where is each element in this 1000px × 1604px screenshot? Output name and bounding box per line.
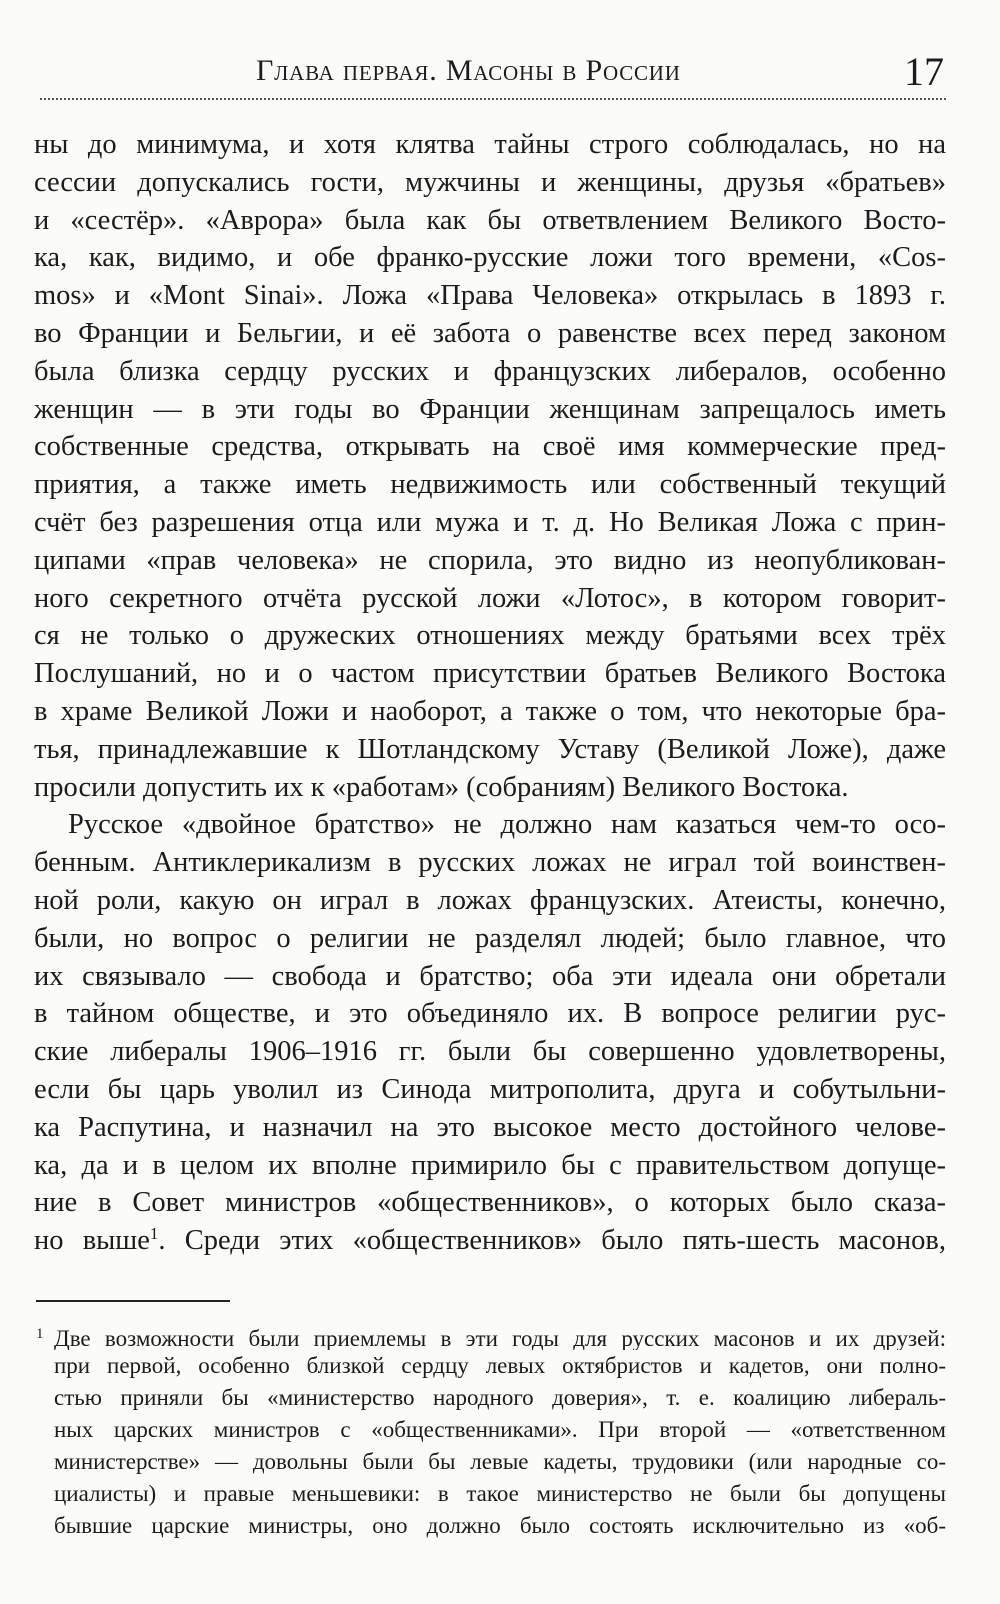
- text-line: ка, как, видимо, и обе франко-русские ложи того времени, «Cos-: [34, 242, 946, 274]
- text-line: женщин — в эти годы во Франции женщинам запрещалось иметь: [34, 393, 946, 425]
- chapter-title: Глава первая. Масоны в России: [256, 54, 681, 87]
- running-header: [40, 50, 946, 100]
- footnote-line: стью приняли бы «министерство народного доверия», т. е. коалицию либераль-: [54, 1385, 946, 1410]
- text-line: во Франции и Бельгии, и её забота о равенстве всех перед законом: [34, 317, 946, 349]
- text-line: ципами «прав человека» не спорила, это видно из неопубликован-: [34, 544, 946, 576]
- text-segment: . Среди этих «общественников» было пять-шесть масонов,: [158, 1225, 946, 1257]
- text-line: ной роли, какую он играл в ложах французских. Атеисты, конечно,: [34, 884, 946, 916]
- text-line: ские либералы 1906–1916 гг. были бы совершенно удовлетворены,: [34, 1036, 946, 1068]
- main-text: [34, 126, 946, 1260]
- footnote-text: Две возможности были приемлемы в эти годы для русских масонов и их друзей:: [54, 1326, 946, 1350]
- text-line: в храме Великой Ложи и наоборот, а также о том, что некоторые бра-: [34, 695, 946, 727]
- text-line: собственные средства, открывать на своё имя коммерческие пред-: [34, 431, 946, 463]
- text-line: бенным. Антиклерикализм в русских ложах не играл той воинствен-: [34, 847, 946, 879]
- footnote-divider: [36, 1300, 230, 1302]
- footnote-marker: 1: [36, 1326, 44, 1342]
- footnote-line: [36, 1318, 946, 1350]
- footnote-line: бывшие царские министры, оно должно было состоять исключительно из «об-: [54, 1513, 946, 1538]
- text-line: их связывало — свобода и братство; оба эти идеала они обретали: [34, 960, 946, 992]
- footnote: [36, 1318, 946, 1542]
- text-line: была близка сердцу русских и французских либералов, особенно: [34, 355, 946, 387]
- text-line: счёт без разрешения отца или мужа и т. д. Но Великая Ложа с прин-: [34, 506, 946, 538]
- text-line: ного секретного отчёта русской ложи «Лотос», в котором говорит-: [34, 582, 946, 614]
- footnote-line: министерстве» — довольны были бы левые кадеты, трудовики (или народные со-: [54, 1449, 946, 1474]
- text-line-with-footnote-ref: [34, 1222, 946, 1260]
- text-line: сессии допускались гости, мужчины и женщины, друзья «братьев»: [34, 166, 946, 198]
- footnote-line: циалисты) и правые меньшевики: в такое министерство не были бы допущены: [54, 1481, 946, 1506]
- text-line: были, но вопрос о религии не разделял людей; было главное, что: [34, 922, 946, 954]
- text-segment: но выше: [34, 1225, 150, 1257]
- text-line: ка Распутина, и назначил на это высокое место достойного челове-: [34, 1111, 946, 1143]
- text-line: если бы царь уволил из Синода митрополита, друга и собутыльни-: [34, 1073, 946, 1105]
- text-line: ка, да и в целом их вполне примирило бы с правительством допуще-: [34, 1149, 946, 1181]
- text-line: ны до минимума, и хотя клятва тайны строго соблюдалась, но на: [34, 129, 946, 160]
- text-line: и «сестёр». «Аврора» была как бы ответвлением Великого Восто-: [34, 204, 946, 236]
- text-line: ние в Совет министров «общественников», о которых было сказа-: [34, 1187, 946, 1219]
- text-line: приятия, а также иметь недвижимость или собственный текущий: [34, 469, 946, 501]
- text-line: ся не только о дружеских отношениях между братьями всех трёх: [34, 620, 946, 652]
- footnote-line: ных царских министров с «общественниками». При второй — «ответственном: [54, 1417, 946, 1442]
- paragraph-first-line: Русское «двойное братство» не должно нам казаться чем-то осо-: [68, 809, 946, 841]
- text-line: в тайном обществе, и это объединяло их. В вопросе религии рус-: [34, 998, 946, 1030]
- text-line: тья, принадлежавшие к Шотландскому Уставу (Великой Ложе), даже: [34, 733, 946, 765]
- page-number: 17: [904, 49, 944, 94]
- footnote-reference[interactable]: 1: [149, 1224, 159, 1244]
- text-line: mos» и «Mont Sinai». Ложа «Права Человека» открылась в 1893 г.: [34, 280, 946, 312]
- footnote-line: при первой, особенно близкой сердцу левых октябристов и кадетов, они полно-: [54, 1353, 946, 1378]
- text-line: просили допустить их к «работам» (собраниям) Великого Востока.: [34, 771, 849, 803]
- text-line: Послушаний, но и о частом присутствии братьев Великого Востока: [34, 658, 946, 690]
